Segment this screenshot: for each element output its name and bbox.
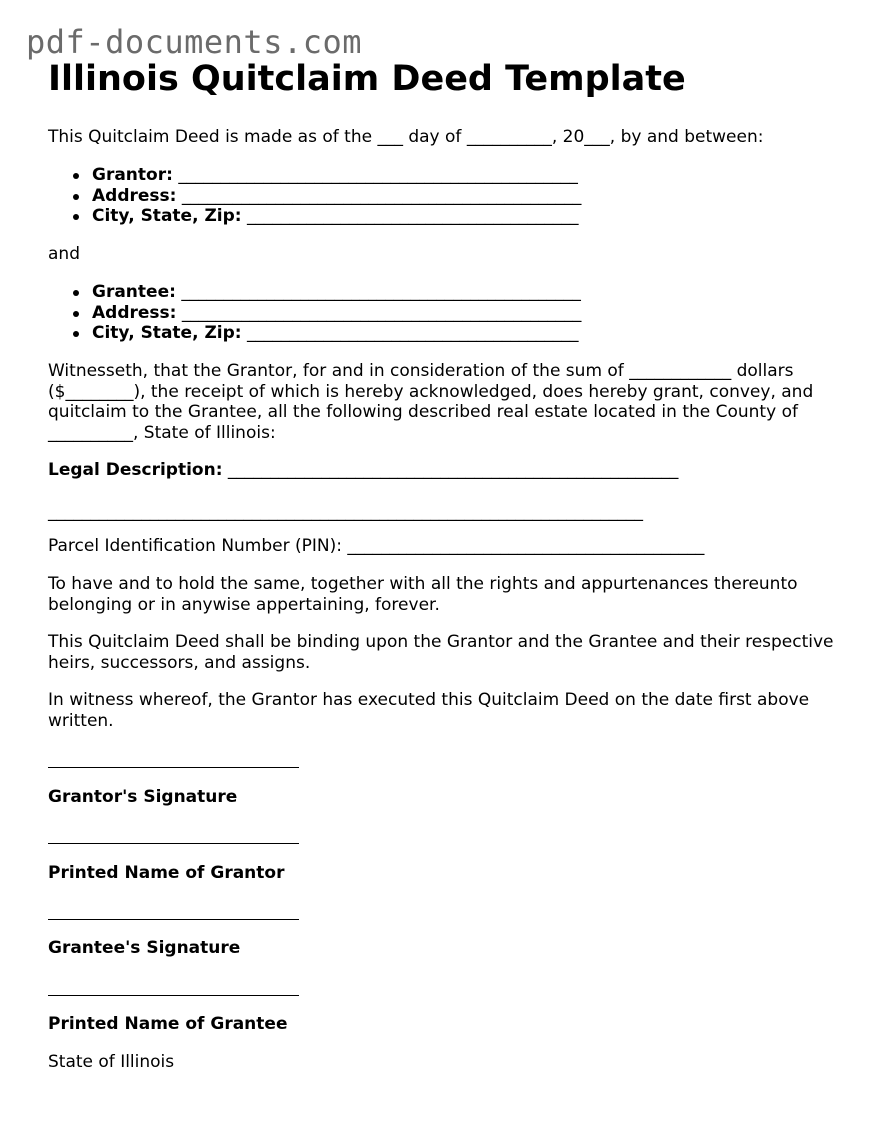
field-label: Grantor: <box>92 165 173 185</box>
field-label: City, State, Zip: <box>92 206 242 226</box>
witnesseth-paragraph: Witnesseth, that the Grantor, for and in consideration of the sum of ____________ dollars ($________), the receipt of which is hereby acknowledged, does hereby grant, convey, and quitclaim to the Grantee, all the following described real estate located in the County of __________, State of Illinois: <box>48 361 814 443</box>
in-witness-paragraph: In witness whereof, the Grantor has executed this Quitclaim Deed on the date first above written. <box>48 690 810 731</box>
blank-line[interactable]: _____________________________________________________ <box>227 460 679 480</box>
blank-line[interactable]: _______________________________________ <box>246 323 579 343</box>
grantor-printed-name-label: Printed Name of Grantor <box>48 863 285 883</box>
grantor-fields <box>48 165 581 227</box>
grantee-signature-label: Grantee's Signature <box>48 938 241 958</box>
blank-line[interactable]: _______________________________________________ <box>181 302 582 323</box>
grantor-address-field <box>48 186 581 207</box>
state-line: State of Illinois <box>48 1052 175 1072</box>
watermark: pdf-documents.com <box>26 23 363 61</box>
grantee-field <box>48 282 581 303</box>
blank-line[interactable]: _______________________________________________ <box>181 185 582 206</box>
blank-line[interactable]: _______________________________________________ <box>181 282 581 302</box>
intro-text: This Quitclaim Deed is made as of the ___ day of __________, 20___, by and between: <box>48 127 764 147</box>
field-label: Address: <box>92 185 177 206</box>
grantor-signature-line[interactable] <box>48 767 299 768</box>
grantee-address-field <box>48 303 581 324</box>
grantor-printed-name-line[interactable] <box>48 843 299 844</box>
pin-field <box>48 536 704 557</box>
and-text: and <box>48 244 80 264</box>
grantor-signature-label: Grantor's Signature <box>48 787 238 807</box>
blank-line[interactable]: __________________________________________ <box>347 536 705 556</box>
legal-description-field <box>48 460 678 481</box>
field-label: City, State, Zip: <box>92 323 242 343</box>
field-label: Parcel Identification Number (PIN): <box>48 536 342 556</box>
page-title: Illinois Quitclaim Deed Template <box>48 59 686 99</box>
field-label: Legal Description: <box>48 460 223 480</box>
grantee-signature-line[interactable] <box>48 919 299 920</box>
blank-line[interactable]: _______________________________________________ <box>178 165 578 185</box>
habendum-paragraph: To have and to hold the same, together with all the rights and appurtenances thereunto belonging or in anywise appertaining, forever. <box>48 574 798 615</box>
field-label: Grantee: <box>92 282 176 302</box>
grantor-field <box>48 165 581 186</box>
grantor-city-field <box>48 206 581 227</box>
field-label: Address: <box>92 302 177 323</box>
grantee-fields <box>48 282 581 344</box>
binding-paragraph: This Quitclaim Deed shall be binding upon the Grantor and the Grantee and their respective heirs, successors, and assigns. <box>48 632 834 673</box>
grantee-city-field <box>48 323 581 344</box>
grantee-printed-name-label: Printed Name of Grantee <box>48 1014 288 1034</box>
grantee-printed-name-line[interactable] <box>48 995 299 996</box>
legal-description-continuation[interactable]: ______________________________________________________________________ <box>48 502 643 522</box>
blank-line[interactable]: _______________________________________ <box>246 206 579 226</box>
